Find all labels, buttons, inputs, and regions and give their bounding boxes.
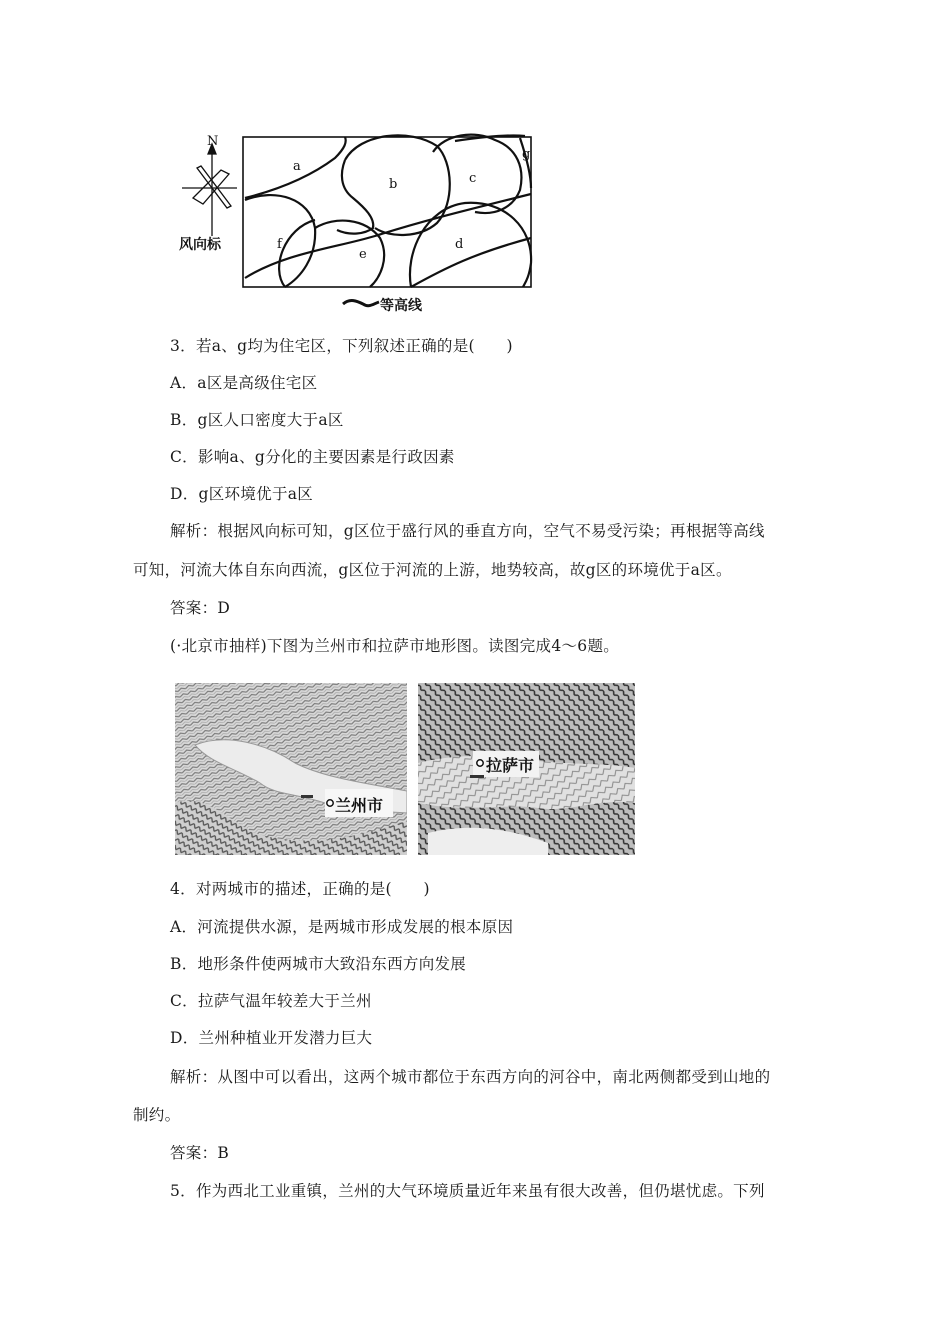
lhasa-label: 拉萨市 bbox=[486, 756, 535, 775]
wind-vane-icon bbox=[182, 144, 237, 236]
q4-option-c: C．拉萨气温年较差大于兰州 bbox=[170, 992, 372, 1010]
contour-lines bbox=[243, 135, 531, 287]
area-label-f: f bbox=[277, 237, 282, 252]
area-label-a: a bbox=[293, 159, 301, 174]
q3-option-a: A．a区是高级住宅区 bbox=[170, 374, 318, 392]
area-label-g: g bbox=[522, 147, 531, 162]
q4-answer: 答案：B bbox=[170, 1144, 230, 1162]
q3-analysis-line1: 解析：根据风向标可知，g区位于盛行风的垂直方向，空气不易受污染；再根据等高线 bbox=[170, 522, 765, 540]
lanzhou-terrain-map bbox=[175, 683, 407, 855]
area-label-d: d bbox=[455, 237, 464, 252]
area-label-b: b bbox=[389, 177, 398, 192]
q4-analysis-line1: 解析：从图中可以看出，这两个城市都位于东西方向的河谷中，南北两侧都受到山地的 bbox=[170, 1068, 771, 1086]
wind-vane-label: 风向标 bbox=[179, 237, 221, 253]
q3-option-c: C．影响a、g分化的主要因素是行政因素 bbox=[170, 448, 455, 466]
q4-option-b: B．地形条件使两城市大致沿东西方向发展 bbox=[170, 955, 467, 973]
contour-legend bbox=[343, 297, 423, 314]
q3-option-b: B．g区人口密度大于a区 bbox=[170, 411, 344, 429]
q3-analysis-line2: 可知，河流大体自东向西流，g区位于河流的上游，地势较高，故g区的环境优于a区。 bbox=[133, 561, 732, 579]
q4-analysis-line2: 制约。 bbox=[133, 1106, 181, 1124]
contour-map-figure bbox=[175, 128, 545, 324]
compass-north-label: N bbox=[207, 134, 219, 149]
area-label-c: c bbox=[469, 171, 477, 186]
lhasa-terrain-map bbox=[418, 683, 635, 855]
lanzhou-label: 兰州市 bbox=[335, 796, 384, 815]
contour-legend-label: 等高线 bbox=[380, 298, 422, 314]
q4-stem: 4．对两城市的描述，正确的是( ) bbox=[170, 880, 430, 898]
area-label-e: e bbox=[359, 247, 367, 262]
terrain-maps-figure bbox=[175, 683, 635, 855]
q3-stem: 3．若a、g均为住宅区，下列叙述正确的是( ) bbox=[170, 337, 513, 355]
q3-answer: 答案：D bbox=[170, 599, 231, 617]
q5-stem: 5．作为西北工业重镇，兰州的大气环境质量近年来虽有很大改善，但仍堪忧虑。下列 bbox=[170, 1182, 765, 1200]
q3-option-d: D．g区环境优于a区 bbox=[170, 485, 314, 503]
q4-option-d: D．兰州种植业开发潜力巨大 bbox=[170, 1029, 373, 1047]
intro-questions-4-6: (·北京市抽样)下图为兰州市和拉萨市地形图。读图完成4～6题。 bbox=[170, 637, 620, 655]
q4-option-a: A．河流提供水源，是两城市形成发展的根本原因 bbox=[170, 918, 514, 936]
